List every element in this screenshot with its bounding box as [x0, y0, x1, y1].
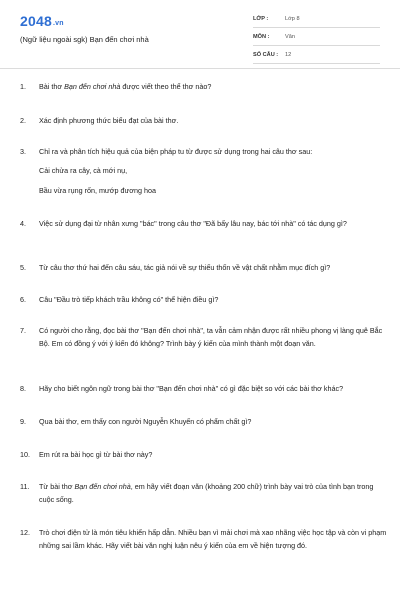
question-text-part: Bài thơ — [39, 82, 65, 91]
question-poem-title: Bạn đến chơi nhà — [64, 82, 121, 91]
question-number: 7. — [20, 326, 26, 335]
logo-domain: .vn — [52, 20, 64, 27]
question-number: 11. — [20, 482, 30, 491]
question-text: Hãy cho biết ngôn ngữ trong bài thơ "Bạn đến chơi nhà" có gì đặc biệt so với các bài thơ khác? — [39, 384, 344, 393]
poem-line: Bầu vừa rụng rốn, mướp đương hoa — [39, 186, 156, 195]
meta-class-row — [253, 12, 380, 28]
question-number: 10. — [20, 450, 30, 459]
question-text — [39, 481, 389, 506]
question-number: 5. — [20, 263, 26, 272]
header — [0, 0, 400, 74]
question-text: Câu "Đầu trò tiếp khách trầu không có" thể hiện điều gì? — [39, 295, 219, 304]
question-content — [39, 146, 389, 206]
question-number: 3. — [20, 147, 26, 156]
meta-value: 12 — [285, 52, 292, 58]
question-text-part: được viết theo thể thơ nào? — [120, 82, 212, 91]
question-text: Chỉ ra và phân tích hiệu quả của biện pháp tu từ được sử dụng trong hai câu thơ sau: — [39, 147, 313, 156]
meta-key: SỐ CÂU : — [253, 52, 279, 58]
question-number: 1. — [20, 82, 26, 91]
question-text-part: Từ bài thơ — [39, 482, 75, 491]
question-text: Trò chơi điện tử là món tiêu khiển hấp dẫn. Nhiều bạn vì mải chơi mà xao nhãng việc học tập và còn vi phạm những sai lầm khác. Hãy viết bài văn nghị luận nêu ý kiến của em về hiện tượng đó. — [39, 528, 387, 550]
meta-key: MÔN : — [253, 34, 270, 40]
site-logo[interactable] — [20, 13, 64, 29]
header-divider — [0, 68, 400, 69]
question-number: 9. — [20, 417, 26, 426]
question-text: Qua bài thơ, em thấy con người Nguyễn Khuyến có phẩm chất gì? — [39, 417, 252, 426]
question-poem-title: Bạn đến chơi nhà — [74, 482, 131, 491]
meta-count-row — [253, 48, 380, 64]
question-text — [39, 81, 389, 94]
meta-value: Văn — [285, 34, 295, 40]
meta-subject-row — [253, 30, 380, 46]
question-text: Em rút ra bài học gì từ bài thơ này? — [39, 450, 153, 459]
poem-excerpt — [39, 165, 389, 198]
question-text-part: , em hãy viết đoạn văn (khoảng 200 chữ) trình bày vai trò của tình bạn trong cuộc sống. — [39, 482, 374, 504]
logo-text: 2048 — [20, 13, 52, 29]
document-meta — [253, 12, 380, 66]
poem-line: Cải chửa ra cây, cà mới nụ, — [39, 165, 128, 175]
question-text: Việc sử dụng đại từ nhân xưng "bác" trong câu thơ "Đã bấy lâu nay, bác tới nhà" có tác dụng gì? — [39, 219, 347, 228]
question-number: 6. — [20, 295, 26, 304]
meta-value: Lớp 8 — [285, 16, 300, 22]
question-number: 8. — [20, 384, 26, 393]
question-number: 4. — [20, 219, 26, 228]
question-text: Xác định phương thức biểu đạt của bài thơ. — [39, 116, 179, 125]
question-number: 12. — [20, 528, 30, 537]
question-number: 2. — [20, 116, 26, 125]
question-text: Có người cho rằng, đọc bài thơ "Bạn đến chơi nhà", ta vẫn cảm nhận được rất nhiều phong vị làng quê Bắc Bộ. Em có đồng ý với ý kiến đó không? Trình bày ý kiến của mình thành một đoạn văn. — [39, 326, 383, 348]
meta-key: LỚP : — [253, 16, 269, 22]
question-text: Từ câu thơ thứ hai đến câu sáu, tác giả nói về sự thiếu thốn về vật chất nhằm mục đích gì? — [39, 263, 331, 272]
document-title: (Ngữ liệu ngoài sgk) Bạn đến chơi nhà — [20, 35, 149, 44]
